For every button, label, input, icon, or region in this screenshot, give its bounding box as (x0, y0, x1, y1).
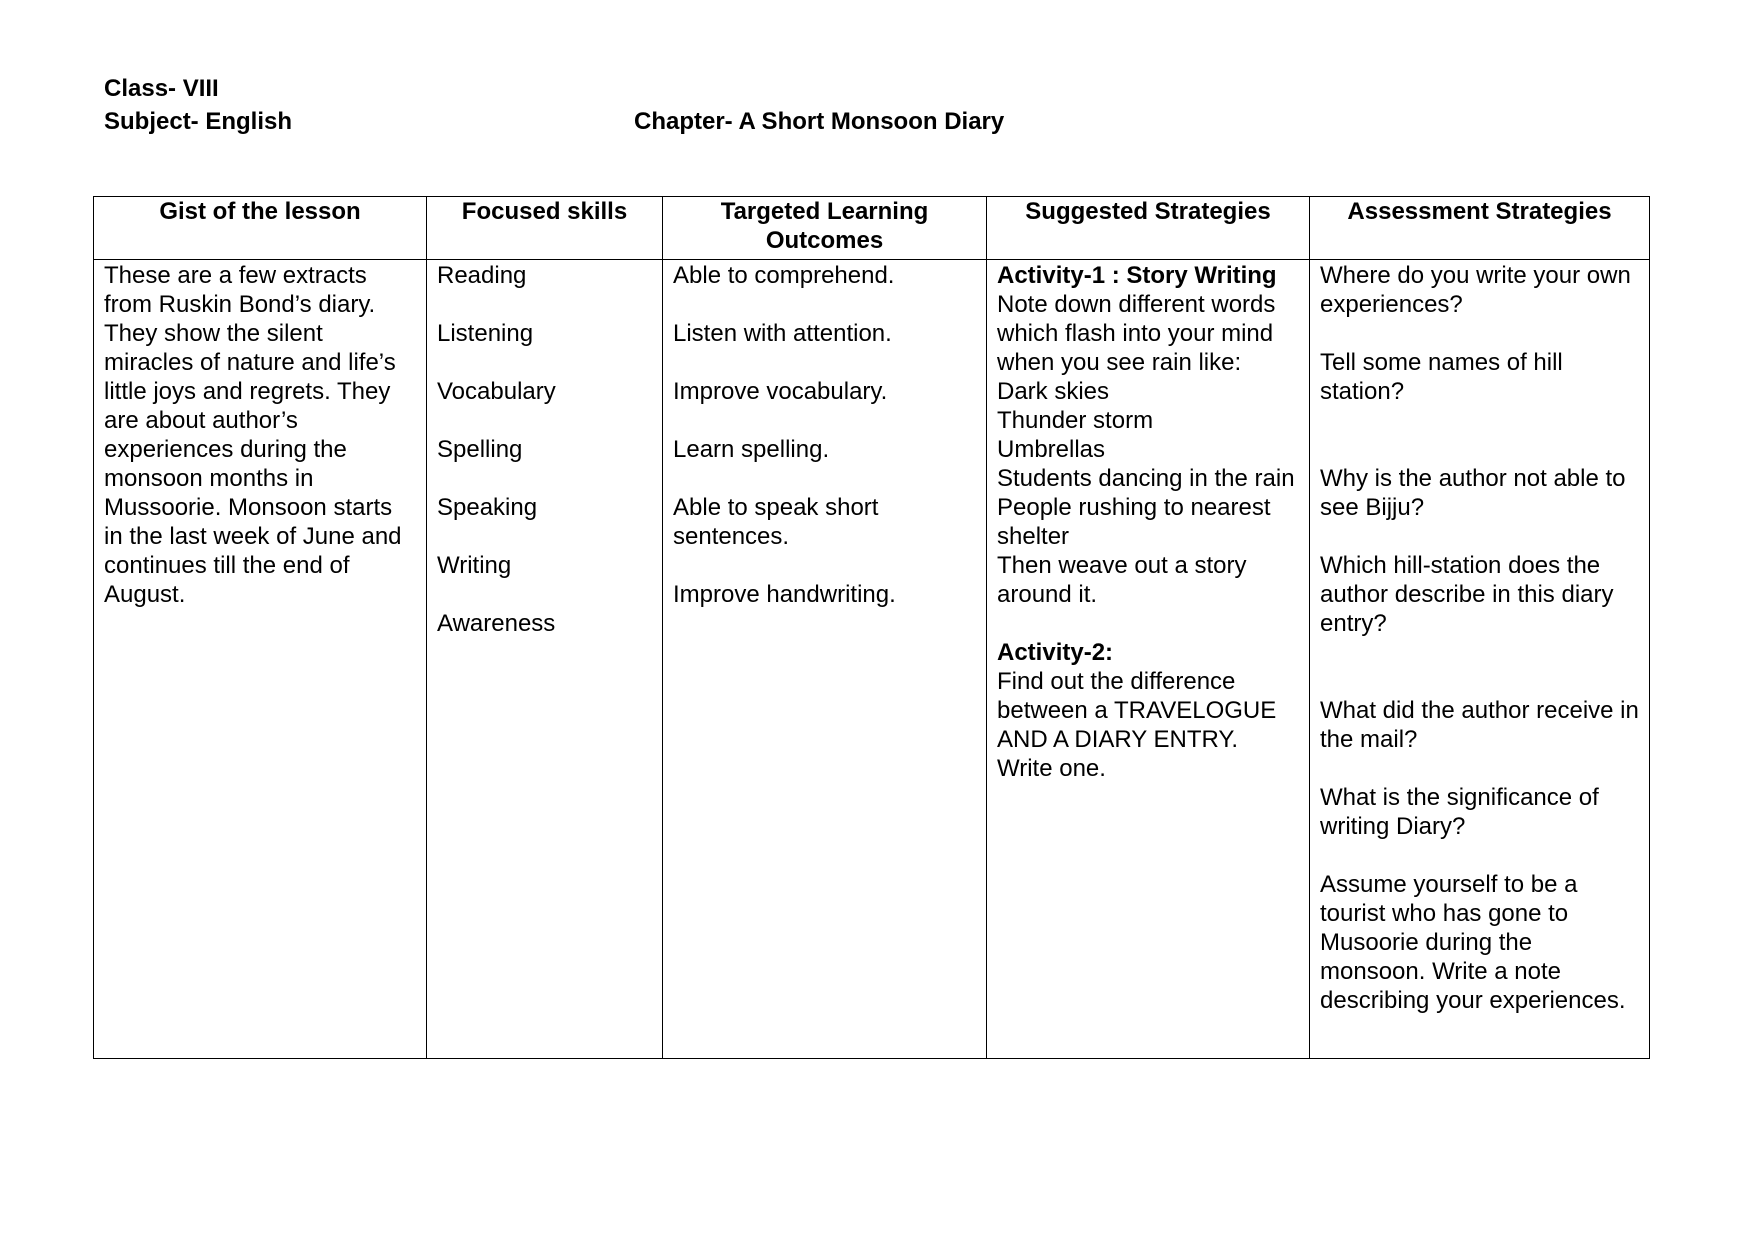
skill-item: Listening (437, 320, 534, 347)
outcomes-cell (663, 260, 987, 1059)
assessment-question: Why is the author not able to see Bijju? (1320, 465, 1626, 521)
assessment-question: What did the author receive in the mail? (1320, 697, 1639, 753)
activity-1-word: Umbrellas (997, 436, 1106, 463)
skill-item: Reading (437, 262, 527, 289)
activity-1-word: Students dancing in the rain (997, 465, 1295, 492)
lesson-plan-table (93, 196, 1650, 1059)
column-header-outcomes: Targeted Learning Outcomes (663, 197, 987, 260)
table-row (94, 260, 1650, 1059)
outcome-item: Able to speak short sentences. (673, 494, 879, 550)
column-header-assessment: Assessment Strategies (1310, 197, 1650, 260)
activity-1-title: Activity-1 : Story Writing (997, 262, 1277, 289)
assessment-question: Assume yourself to be a tourist who has gone to Musoorie during the monsoon. Write a note describing your experiences. (1320, 871, 1626, 1014)
activity-1-word: People rushing to nearest shelter (997, 494, 1271, 550)
subject-label: Subject- English (104, 108, 293, 135)
skills-cell (427, 260, 663, 1059)
activity-1-outro: Then weave out a story around it. (997, 552, 1247, 608)
activity-2-text: Find out the difference between a TRAVELOGUE AND A DIARY ENTRY. Write one. (997, 668, 1277, 782)
activity-1-intro: Note down different words which flash into your mind when you see rain like: (997, 291, 1276, 376)
outcome-item: Improve vocabulary. (673, 378, 888, 405)
skill-item: Writing (437, 552, 512, 579)
skill-item: Vocabulary (437, 378, 556, 405)
column-header-skills: Focused skills (427, 197, 663, 260)
table-header-row (94, 197, 1650, 260)
skill-item: Speaking (437, 494, 538, 521)
assessment-question: Where do you write your own experiences? (1320, 262, 1631, 318)
outcome-item: Learn spelling. (673, 436, 830, 463)
gist-text: These are a few extracts from Ruskin Bond’s diary. They show the silent miracles of nature and life’s little joys and regrets. They are about author’s experiences during the monsoon months in Mussoorie. Monsoon starts in the last week of June and continues till the end of August. (104, 262, 402, 608)
class-label: Class- VIII (104, 75, 219, 102)
assessment-cell (1310, 260, 1650, 1059)
activity-2-title: Activity-2: (997, 639, 1114, 666)
skill-item: Spelling (437, 436, 523, 463)
skill-item: Awareness (437, 610, 556, 637)
outcome-item: Improve handwriting. (673, 581, 896, 608)
outcome-item: Able to comprehend. (673, 262, 895, 289)
activity-1-word: Thunder storm (997, 407, 1154, 434)
activity-1-word: Dark skies (997, 378, 1110, 405)
assessment-question: Which hill-station does the author describe in this diary entry? (1320, 552, 1614, 637)
column-header-strategies: Suggested Strategies (987, 197, 1310, 260)
outcome-item: Listen with attention. (673, 320, 892, 347)
strategies-cell (987, 260, 1310, 1059)
gist-cell (94, 260, 427, 1059)
assessment-question: What is the significance of writing Diary? (1320, 784, 1599, 840)
assessment-question: Tell some names of hill station? (1320, 349, 1563, 405)
column-header-gist: Gist of the lesson (94, 197, 427, 260)
chapter-title: Chapter- A Short Monsoon Diary (634, 108, 1005, 135)
